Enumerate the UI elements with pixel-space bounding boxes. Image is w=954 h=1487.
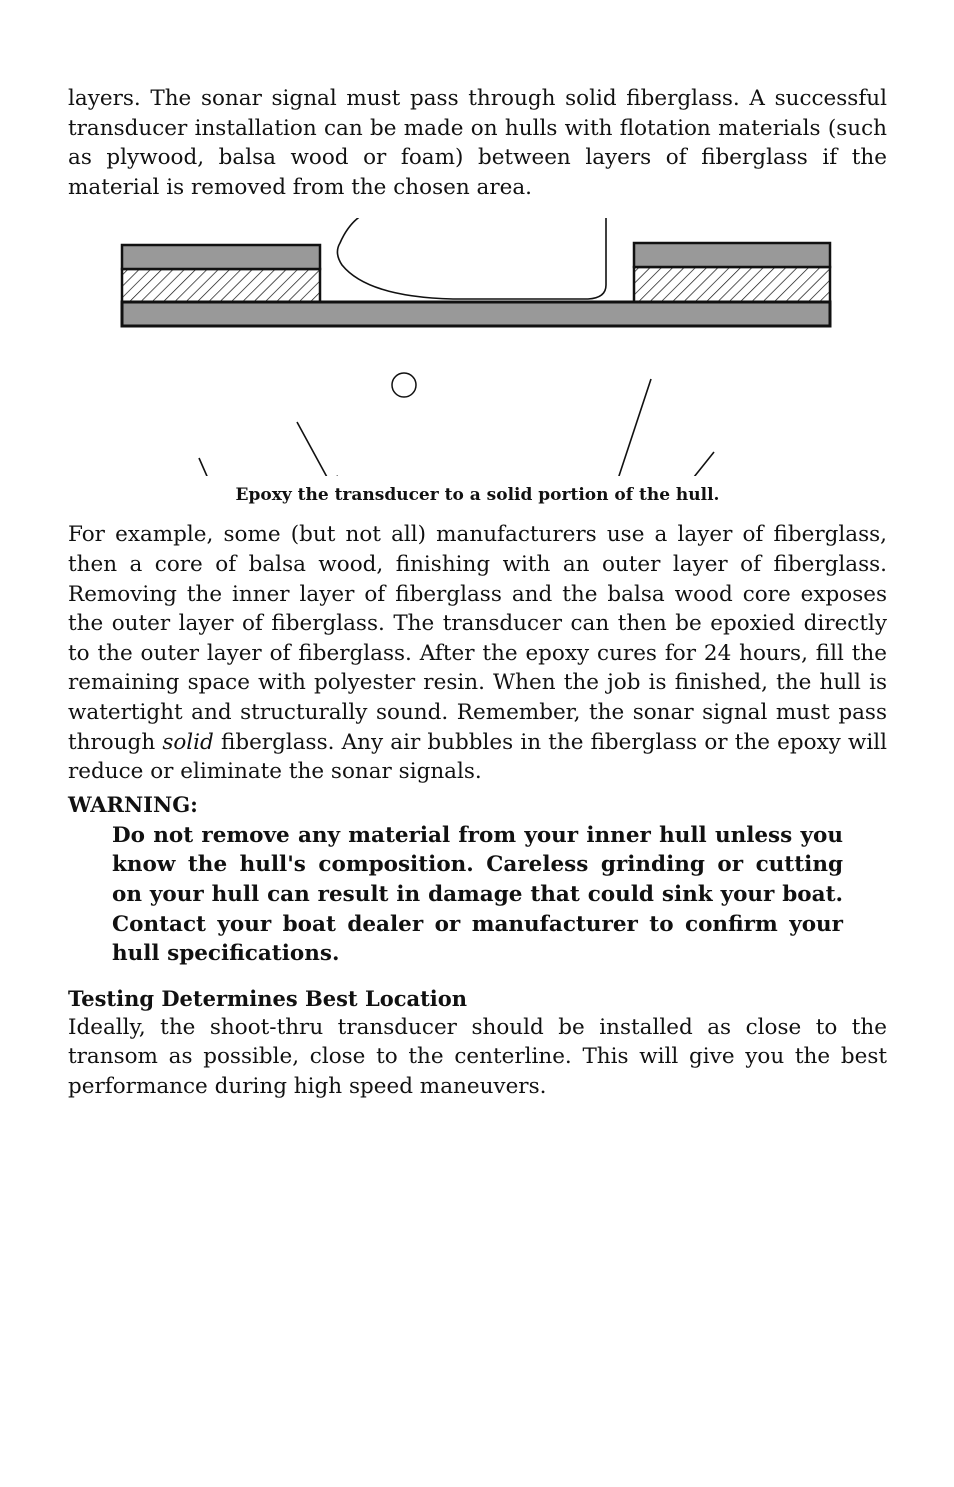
leader-line-fillet-left bbox=[297, 422, 340, 476]
section-heading: Testing Determines Best Location bbox=[68, 985, 468, 1011]
right-inner-fiberglass-layer bbox=[634, 243, 830, 267]
body-paragraph bbox=[68, 520, 887, 786]
left-core-layer bbox=[122, 269, 320, 302]
transducer-installation-diagram bbox=[68, 218, 887, 476]
transducer-body bbox=[337, 218, 606, 299]
diagram-svg bbox=[68, 218, 887, 476]
right-core-layer bbox=[634, 267, 830, 302]
leader-line-core bbox=[199, 458, 228, 476]
body-text-part1: For example, some (but not all) manufacturers use a layer of fiberglass, then a core of balsa wood, finishing with an outer layer of fiberglass. Removing the inner layer of fiberglass and the balsa wood core exposes the outer layer of fiberglass. The transducer can then be epoxied directly to the outer layer of fiberglass. After the epoxy cures for 24 hours, fill the remaining space with polyester resin. When the job is finished, the hull is watertight and structurally sound. Remember, the sonar signal must pass through bbox=[68, 522, 887, 755]
section-paragraph: Ideally, the shoot-thru transducer should be installed as close to the transom as possible, close to the centerline. This will give you the best performance during high speed maneuvers. bbox=[68, 1014, 887, 1099]
leader-line-transducer bbox=[616, 379, 651, 476]
warning-title: WARNING: bbox=[68, 791, 198, 817]
body-emphasis-solid: solid bbox=[162, 729, 214, 755]
left-inner-fiberglass-layer bbox=[122, 245, 320, 269]
page-content bbox=[68, 84, 887, 1101]
body-text-part2: fiberglass. Any air bubbles in the fiberglass or the epoxy will reduce or eliminate the sonar signals. bbox=[68, 729, 887, 785]
leader-line-inner-layer bbox=[690, 452, 714, 476]
intro-paragraph: layers. The sonar signal must pass through solid fiberglass. A successful transducer installation can be made on hulls with flotation materials (such as plywood, balsa wood or foam) between layers of fiberglass if the material is removed from the chosen area. bbox=[68, 86, 887, 200]
outer-fiberglass-layer bbox=[122, 302, 830, 326]
transducer-mount-hole bbox=[392, 373, 416, 397]
figure-caption: Epoxy the transducer to a solid portion of the hull. bbox=[235, 485, 720, 506]
warning-text: Do not remove any material from your inner hull unless you know the hull's composition. Careless grinding or cutting on your hull can result in damage that could sink your boat. Contact your boat dealer or manufacturer to confirm your hull specifications. bbox=[112, 822, 843, 967]
